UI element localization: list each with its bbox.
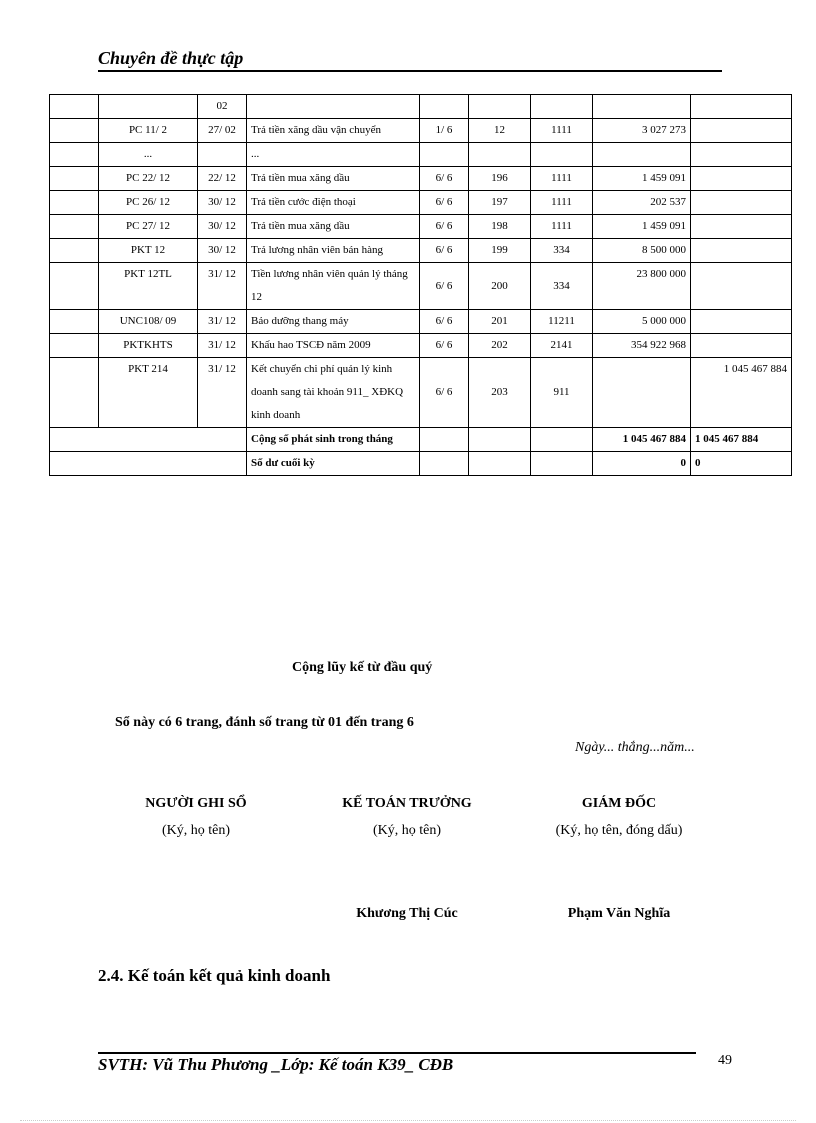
line-number: 197	[469, 191, 531, 215]
contra-account: 334	[531, 263, 593, 310]
debit-amount: 8 500 000	[593, 239, 691, 263]
line-number: 203	[469, 358, 531, 428]
description: Trả tiền mua xăng dầu	[247, 215, 420, 239]
page-ref: 6/ 6	[420, 310, 469, 334]
contra-account: 2141	[531, 334, 593, 358]
credit-amount	[691, 239, 792, 263]
debit-amount	[593, 95, 691, 119]
voucher-date: 02	[198, 95, 247, 119]
description: Bảo dưỡng thang máy	[247, 310, 420, 334]
credit-amount	[691, 119, 792, 143]
voucher-number: ...	[99, 143, 198, 167]
table-row	[50, 215, 792, 239]
page-ref	[420, 143, 469, 167]
description: ...	[247, 143, 420, 167]
contra-account: 911	[531, 358, 593, 428]
col-blank	[50, 95, 99, 119]
ending-balance-label: Số dư cuối kỳ	[247, 452, 420, 476]
credit-amount	[691, 334, 792, 358]
contra-account	[531, 95, 593, 119]
total-blank-cell	[531, 428, 593, 452]
cumulative-label: Cộng lũy kế từ đầu quý	[292, 660, 433, 675]
ending-blank-cell	[531, 452, 593, 476]
debit-amount: 1 459 091	[593, 215, 691, 239]
voucher-number: PC 27/ 12	[99, 215, 198, 239]
page-ref: 6/ 6	[420, 358, 469, 428]
debit-amount: 354 922 968	[593, 334, 691, 358]
credit-amount	[691, 310, 792, 334]
voucher-number: PKT 214	[99, 358, 198, 428]
table-row	[50, 143, 792, 167]
debit-amount: 202 537	[593, 191, 691, 215]
line-number: 202	[469, 334, 531, 358]
contra-account: 11211	[531, 310, 593, 334]
table-row	[50, 167, 792, 191]
line-number: 198	[469, 215, 531, 239]
page-ref: 6/ 6	[420, 334, 469, 358]
ending-blank-cell	[420, 452, 469, 476]
voucher-date	[198, 143, 247, 167]
page-ref: 1/ 6	[420, 119, 469, 143]
voucher-number: UNC108/ 09	[99, 310, 198, 334]
voucher-date: 31/ 12	[198, 358, 247, 428]
table-row-total	[50, 428, 792, 452]
ending-credit: 0	[691, 452, 792, 476]
voucher-number: PC 11/ 2	[99, 119, 198, 143]
description: Trả tiền mua xăng dầu	[247, 167, 420, 191]
chief-accountant-name: Khương Thị Cúc	[356, 906, 458, 921]
debit-amount: 3 027 273	[593, 119, 691, 143]
voucher-date: 27/ 02	[198, 119, 247, 143]
page-ref: 6/ 6	[420, 239, 469, 263]
table-row	[50, 358, 792, 428]
line-number: 12	[469, 119, 531, 143]
ledger-body	[50, 95, 792, 428]
director-name: Phạm Văn Nghĩa	[567, 906, 671, 921]
col-blank	[50, 334, 99, 358]
ending-debit: 0	[593, 452, 691, 476]
debit-amount	[593, 358, 691, 428]
col-blank	[50, 119, 99, 143]
total-blank-cell	[50, 428, 247, 452]
description: Tiền lương nhân viên quản lý tháng 12	[247, 263, 420, 310]
credit-amount	[691, 215, 792, 239]
footer-text: SVTH: Vũ Thu Phương _Lớp: Kế toán K39_ CĐB	[98, 1055, 454, 1074]
debit-amount	[593, 143, 691, 167]
voucher-date: 30/ 12	[198, 239, 247, 263]
ledger-table	[49, 94, 792, 476]
voucher-number: PKTKHTS	[99, 334, 198, 358]
table-row	[50, 119, 792, 143]
line-number	[469, 95, 531, 119]
total-debit: 1 045 467 884	[593, 428, 691, 452]
contra-account: 1111	[531, 215, 593, 239]
contra-account: 1111	[531, 191, 593, 215]
total-blank-cell	[420, 428, 469, 452]
page-ref: 6/ 6	[420, 215, 469, 239]
footer-rule	[98, 1052, 696, 1054]
chief-accountant-title: KẾ TOÁN TRƯỞNG	[342, 796, 472, 811]
col-blank	[50, 358, 99, 428]
total-blank-cell	[469, 428, 531, 452]
debit-amount: 1 459 091	[593, 167, 691, 191]
page-ref	[420, 95, 469, 119]
page-ref: 6/ 6	[420, 263, 469, 310]
line-number: 201	[469, 310, 531, 334]
credit-amount: 1 045 467 884	[691, 358, 792, 428]
contra-account: 1111	[531, 119, 593, 143]
voucher-date: 22/ 12	[198, 167, 247, 191]
credit-amount	[691, 143, 792, 167]
recorder-title: NGƯỜI GHI SỔ	[145, 796, 247, 811]
col-blank	[50, 191, 99, 215]
voucher-number: PKT 12	[99, 239, 198, 263]
chief-accountant-sub: (Ký, họ tên)	[372, 823, 442, 838]
header-rule	[98, 70, 722, 72]
page-ref: 6/ 6	[420, 191, 469, 215]
table-row	[50, 239, 792, 263]
credit-amount	[691, 167, 792, 191]
page-ref: 6/ 6	[420, 167, 469, 191]
voucher-date: 30/ 12	[198, 191, 247, 215]
table-row	[50, 95, 792, 119]
description: Trả tiền cước điện thoại	[247, 191, 420, 215]
page-number: 49	[718, 1053, 732, 1068]
col-blank	[50, 263, 99, 310]
contra-account: 334	[531, 239, 593, 263]
book-note: Sổ này có 6 trang, đánh số trang từ 01 đến trang 6	[115, 715, 414, 730]
page-edge-divider	[20, 1120, 796, 1121]
description: Trả lương nhân viên bán hàng	[247, 239, 420, 263]
col-blank	[50, 239, 99, 263]
ending-blank-cell	[469, 452, 531, 476]
voucher-date: 31/ 12	[198, 310, 247, 334]
credit-amount	[691, 191, 792, 215]
credit-amount	[691, 263, 792, 310]
col-blank	[50, 310, 99, 334]
header-title: Chuyên đề thực tập	[98, 48, 244, 68]
ending-blank-cell	[50, 452, 247, 476]
director-sub: (Ký, họ tên, đóng dấu)	[555, 823, 683, 838]
date-line: Ngày... thắng...năm...	[575, 740, 695, 755]
voucher-date: 31/ 12	[198, 263, 247, 310]
voucher-number: PC 26/ 12	[99, 191, 198, 215]
description: Trả tiền xăng dầu vận chuyển	[247, 119, 420, 143]
line-number	[469, 143, 531, 167]
director-title: GIÁM ĐỐC	[581, 796, 657, 811]
col-blank	[50, 215, 99, 239]
total-credit: 1 045 467 884	[691, 428, 792, 452]
voucher-number	[99, 95, 198, 119]
col-blank	[50, 167, 99, 191]
credit-amount	[691, 95, 792, 119]
table-row	[50, 310, 792, 334]
voucher-number: PKT 12TL	[99, 263, 198, 310]
line-number: 196	[469, 167, 531, 191]
description	[247, 95, 420, 119]
debit-amount: 23 800 000	[593, 263, 691, 310]
contra-account: 1111	[531, 167, 593, 191]
table-row	[50, 191, 792, 215]
col-blank	[50, 143, 99, 167]
section-heading: 2.4. Kế toán kết quả kinh doanh	[98, 966, 331, 985]
debit-amount: 5 000 000	[593, 310, 691, 334]
recorder-sub: (Ký, họ tên)	[161, 823, 231, 838]
table-row	[50, 334, 792, 358]
voucher-date: 31/ 12	[198, 334, 247, 358]
line-number: 199	[469, 239, 531, 263]
voucher-number: PC 22/ 12	[99, 167, 198, 191]
table-row	[50, 263, 792, 310]
table-row-ending-balance	[50, 452, 792, 476]
contra-account	[531, 143, 593, 167]
voucher-date: 30/ 12	[198, 215, 247, 239]
line-number: 200	[469, 263, 531, 310]
description: Kết chuyển chi phí quản lý kinh doanh sang tài khoản 911_ XĐKQ kinh doanh	[247, 358, 420, 428]
description: Khấu hao TSCĐ năm 2009	[247, 334, 420, 358]
total-label: Cộng số phát sinh trong tháng	[247, 428, 420, 452]
